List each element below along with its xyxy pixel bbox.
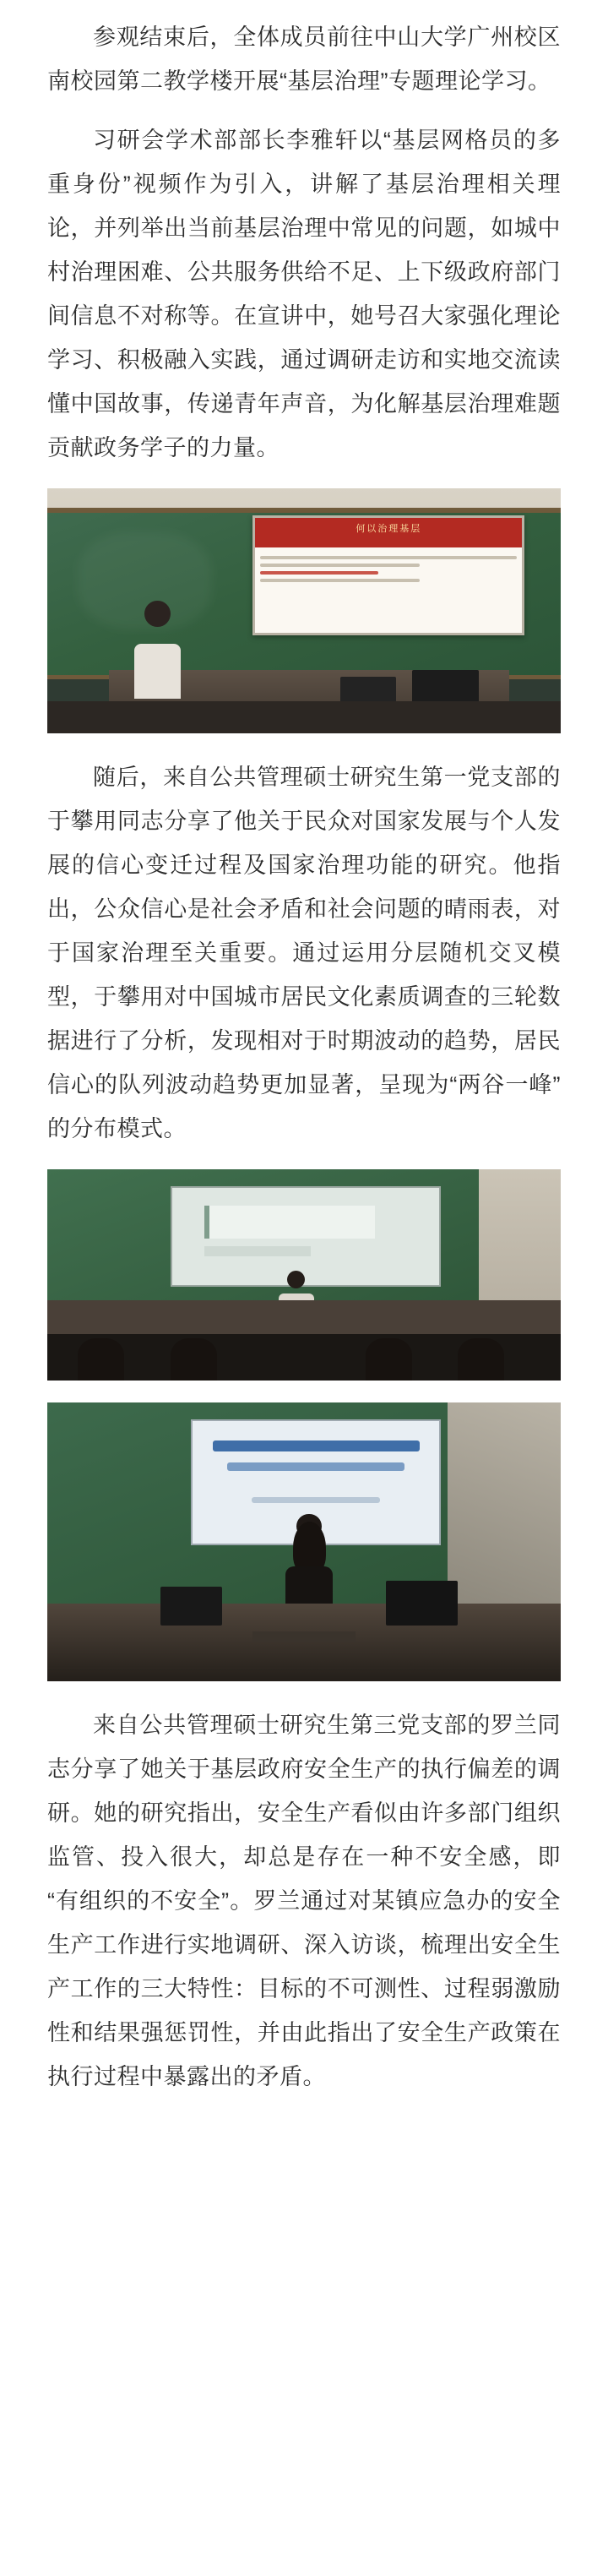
photo2-speaker-head (287, 1271, 305, 1288)
photo3-keyboard (252, 1631, 356, 1642)
photo2-slide-block (204, 1206, 375, 1239)
photo-lecture-hall-wide (47, 1169, 561, 1381)
photo1-slide-line (260, 556, 517, 559)
photo2-side-wall (479, 1169, 561, 1300)
photo3-slide-footer-bar (252, 1497, 380, 1503)
photo1-slide-title: 何以治理基层 (255, 518, 522, 547)
photo3-slide-title-bar (213, 1440, 420, 1451)
photo1-projection-screen (252, 515, 524, 635)
photo3-monitor (386, 1581, 458, 1626)
paragraph-3: 随后，来自公共管理硕士研究生第一党支部的于攀用同志分享了他关于民众对国家发展与个人发展的信心变迁过程及国家治理功能的研究。他指出，公众信心是社会矛盾和社会问题的晴雨表，对于国家治理至关重要。通过运用分层随机交叉模型，于攀用对中国城市居民文化素质调查的三轮数据进行了分析，发现相对于时期波动的趋势，居民信心的队列波动趋势更加显著，呈现为“两谷一峰”的分布模式。 (47, 765, 561, 1141)
photo2-slide-subblock (204, 1246, 311, 1256)
paragraph-1: 参观结束后，全体成员前往中山大学广州校区南校园第二教学楼开展“基层治理”专题理论学习。 (47, 25, 561, 94)
photo3-slide-subtitle-bar (227, 1462, 404, 1471)
paragraph-4: 来自公共管理硕士研究生第三党支部的罗兰同志分享了她关于基层政府安全生产的执行偏差的调研。她的研究指出，安全生产看似由许多部门组织监管、投入很大，却总是存在一种不安全感，即“有组织的不安全”。罗兰通过对某镇应急办的安全生产工作进行实地调研、深入访谈，梳理出安全生产工作的三大特性：目标的不可测性、过程弱激励性和结果强惩罚性，并由此指出了安全生产政策在执行过程中暴露出的矛盾。 (47, 1713, 561, 2089)
figure-1 (47, 488, 561, 733)
photo-lecture-basic-governance (47, 488, 561, 733)
paragraph-2: 习研会学术部部长李雅轩以“基层网格员的多重身份”视频作为引入，讲解了基层治理相关理论，并列举出当前基层治理中常见的问题，如城中村治理困难、公共服务供给不足、上下级政府部门间信息不对称等。在宣讲中，她号召大家强化理论学习、积极融入实践，通过调研走访和实地交流读懂中国故事，传递青年声音，为化解基层治理难题贡献政务学子的力量。 (47, 128, 561, 460)
photo1-slide-body (255, 547, 522, 633)
photo2-audience (366, 1338, 412, 1381)
photo2-desk-row (47, 1300, 561, 1334)
photo1-speaker (134, 601, 181, 699)
photo3-monitor-secondary (160, 1587, 222, 1626)
article-body (47, 15, 561, 2099)
photo2-audience (171, 1338, 217, 1381)
photo3-side-panel (448, 1402, 561, 1604)
photo-speaker-at-lectern (47, 1402, 561, 1681)
photo2-audience (78, 1338, 124, 1381)
photo1-speaker-body (134, 644, 181, 699)
photo1-speaker-head (144, 601, 171, 627)
photo2-audience (458, 1338, 504, 1381)
photo1-slide-line (260, 579, 420, 582)
photo1-slide-line (260, 564, 420, 567)
figure-3 (47, 1402, 561, 1681)
photo1-desk (47, 701, 561, 733)
photo1-slide-line (260, 571, 378, 575)
figure-2 (47, 1169, 561, 1381)
